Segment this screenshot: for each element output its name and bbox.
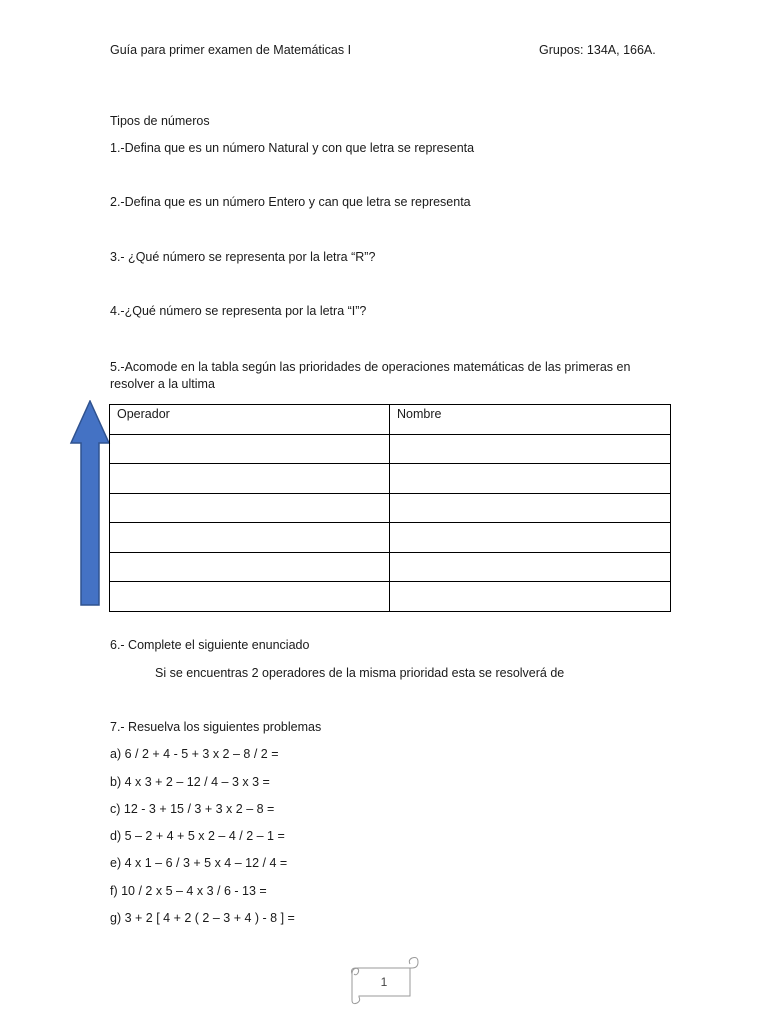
header-operador: Operador [110, 405, 390, 435]
table-row [110, 464, 671, 494]
up-arrow-icon [69, 400, 111, 610]
document-title: Guía para primer examen de Matemáticas I [110, 43, 352, 57]
table-header-row [110, 405, 671, 435]
table-cell[interactable] [390, 464, 671, 494]
question-6-sentence: Si se encuentras 2 operadores de la misma prioridad esta se resolverá de [155, 666, 565, 680]
problem-b: b) 4 x 3 + 2 – 12 / 4 – 3 x 3 = [110, 775, 270, 789]
question-7: 7.- Resuelva los siguientes problemas [110, 720, 322, 734]
problem-g: g) 3 + 2 [ 4 + 2 ( 2 – 3 + 4 ) - 8 ] = [110, 911, 295, 925]
table-cell[interactable] [110, 523, 390, 553]
table-row [110, 582, 671, 612]
table-cell[interactable] [110, 464, 390, 494]
page-number-label: 1 [380, 975, 388, 989]
table-cell[interactable] [110, 493, 390, 523]
table-row [110, 552, 671, 582]
problem-f: f) 10 / 2 x 5 – 4 x 3 / 6 - 13 = [110, 884, 267, 898]
problem-c: c) 12 - 3 + 15 / 3 + 3 x 2 – 8 = [110, 802, 275, 816]
section-title: Tipos de números [110, 114, 210, 128]
table-cell[interactable] [110, 582, 390, 612]
operations-table [109, 404, 671, 612]
table-row [110, 523, 671, 553]
groups-label: Grupos: 134A, 166A. [539, 43, 656, 57]
question-5: 5.-Acomode en la tabla según las prioridades de operaciones matemáticas de las primeras en resolver a la ultima [110, 360, 631, 391]
table-cell[interactable] [390, 493, 671, 523]
question-2: 2.-Defina que es un número Entero y can que letra se representa [110, 195, 471, 209]
question-4: 4.-¿Qué número se representa por la letra “I”? [110, 304, 367, 318]
page-number [348, 956, 420, 1009]
table-row [110, 493, 671, 523]
problem-d: d) 5 – 2 + 4 + 5 x 2 – 4 / 2 – 1 = [110, 829, 285, 843]
question-1: 1.-Defina que es un número Natural y con que letra se representa [110, 141, 475, 155]
question-6: 6.- Complete el siguiente enunciado [110, 638, 310, 652]
table-row [110, 434, 671, 464]
up-arrow-shape [71, 401, 109, 605]
header-nombre: Nombre [390, 405, 671, 435]
table-cell[interactable] [390, 523, 671, 553]
question-3: 3.- ¿Qué número se representa por la letra “R”? [110, 250, 376, 264]
table-cell[interactable] [390, 552, 671, 582]
table-cell[interactable] [390, 582, 671, 612]
table-cell[interactable] [110, 434, 390, 464]
problem-e: e) 4 x 1 – 6 / 3 + 5 x 4 – 12 / 4 = [110, 856, 288, 870]
table-cell[interactable] [390, 434, 671, 464]
table-cell[interactable] [110, 552, 390, 582]
problem-a: a) 6 / 2 + 4 - 5 + 3 x 2 – 8 / 2 = [110, 747, 279, 761]
